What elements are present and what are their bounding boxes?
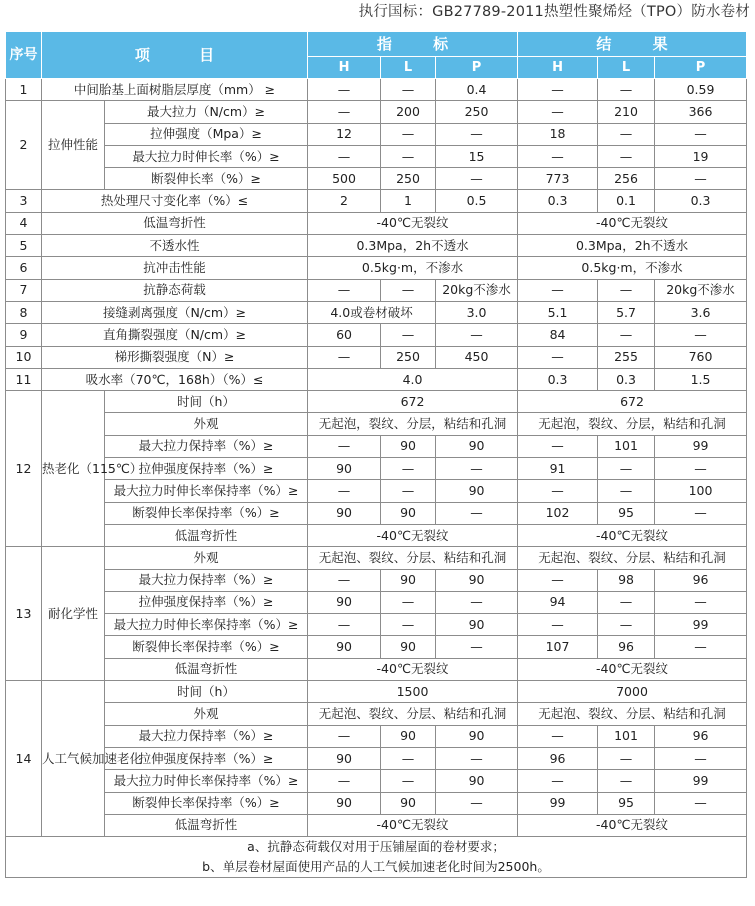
table-row: [6, 145, 747, 167]
spec-p: 90: [436, 725, 518, 747]
spec-h: 90: [308, 502, 381, 524]
result-h: —: [518, 79, 598, 101]
row-item: 最大拉力时伸长率（%）≥: [105, 145, 308, 167]
spec-l: 250: [381, 346, 436, 368]
result-p: 760: [655, 346, 747, 368]
result-l: 5.7: [598, 301, 655, 323]
row-item: 最大拉力时伸长率保持率（%）≥: [105, 480, 308, 502]
spec-h: —: [308, 101, 381, 123]
result-h: —: [518, 279, 598, 301]
row-seq: 7: [6, 279, 42, 301]
col-seq-header: 序号: [6, 32, 42, 79]
spec-p: 90: [436, 569, 518, 591]
row-item: 拉伸强度保持率（%）≥: [105, 458, 308, 480]
result-p: 19: [655, 145, 747, 167]
spec-h: 12: [308, 123, 381, 145]
row-item: 拉伸强度保持率（%）≥: [105, 747, 308, 769]
result-merged: -40℃无裂纹: [518, 212, 747, 234]
table-row: [6, 391, 747, 413]
result-merged: 无起泡、裂纹、分层、粘结和孔洞: [518, 703, 747, 725]
spec-l: —: [381, 279, 436, 301]
spec-p: —: [436, 168, 518, 190]
spec-h: —: [308, 145, 381, 167]
result-p: 366: [655, 101, 747, 123]
row-item: 低温弯折性: [42, 212, 308, 234]
result-p: 1.5: [655, 368, 747, 390]
result-h-header: H: [518, 57, 598, 79]
row-seq: 3: [6, 190, 42, 212]
result-l: —: [598, 79, 655, 101]
result-p: 96: [655, 725, 747, 747]
spec-l: 90: [381, 569, 436, 591]
result-merged: 无起泡，裂纹、分层，粘结和孔洞: [518, 413, 747, 435]
row-item: 断裂伸长率保持率（%）≥: [105, 636, 308, 658]
table-row: [6, 636, 747, 658]
result-l: 95: [598, 792, 655, 814]
table-row: [6, 658, 747, 680]
table-row: [6, 101, 747, 123]
spec-merged: -40℃无裂纹: [308, 814, 518, 836]
row-seq: 10: [6, 346, 42, 368]
result-l: —: [598, 123, 655, 145]
row-item: 拉伸强度保持率（%）≥: [105, 591, 308, 613]
notes-cell: [6, 837, 747, 878]
row-item: 断裂伸长率保持率（%）≥: [105, 502, 308, 524]
result-p: —: [655, 747, 747, 769]
table-row: [6, 547, 747, 569]
result-p: —: [655, 591, 747, 613]
spec-merged: 4.0: [308, 368, 518, 390]
result-l: —: [598, 770, 655, 792]
spec-h: —: [308, 770, 381, 792]
row-item: 热处理尺寸变化率（%）≤: [42, 190, 308, 212]
row-seq: 12: [6, 391, 42, 547]
row-seq: 2: [6, 101, 42, 190]
table-row: [6, 346, 747, 368]
spec-p: 450: [436, 346, 518, 368]
spec-h: —: [308, 279, 381, 301]
spec-h: —: [308, 480, 381, 502]
result-p: —: [655, 123, 747, 145]
spec-p: 90: [436, 480, 518, 502]
result-p: —: [655, 502, 747, 524]
spec-l: 90: [381, 502, 436, 524]
result-p: —: [655, 458, 747, 480]
row-seq: 14: [6, 681, 42, 837]
spec-l: —: [381, 145, 436, 167]
table-row: [6, 569, 747, 591]
result-l: 0.1: [598, 190, 655, 212]
result-h: 107: [518, 636, 598, 658]
row-item: 吸水率（70℃，168h）（%）≤: [42, 368, 308, 390]
result-h: 102: [518, 502, 598, 524]
result-h: 0.3: [518, 368, 598, 390]
row-item: 拉伸强度（Mpa）≥: [105, 123, 308, 145]
row-seq: 4: [6, 212, 42, 234]
table-row: [6, 279, 747, 301]
spec-p: 0.5: [436, 190, 518, 212]
result-l: 255: [598, 346, 655, 368]
spec-p: —: [436, 747, 518, 769]
spec-p: —: [436, 591, 518, 613]
spec-l: 90: [381, 725, 436, 747]
spec-l: 90: [381, 792, 436, 814]
result-h: —: [518, 770, 598, 792]
result-h: —: [518, 435, 598, 457]
table-row: [6, 703, 747, 725]
spec-h: 90: [308, 591, 381, 613]
row-seq: 11: [6, 368, 42, 390]
result-l-header: L: [598, 57, 655, 79]
result-h: —: [518, 101, 598, 123]
row-item: 低温弯折性: [105, 524, 308, 546]
result-l: 256: [598, 168, 655, 190]
row-seq: 8: [6, 301, 42, 323]
result-p: —: [655, 168, 747, 190]
row-group: 拉伸性能: [42, 101, 105, 190]
result-l: —: [598, 591, 655, 613]
row-item: 外观: [105, 413, 308, 435]
result-h: —: [518, 480, 598, 502]
result-merged: 无起泡、裂纹、分层、粘结和孔洞: [518, 547, 747, 569]
spec-merged: 无起泡，裂纹、分层，粘结和孔洞: [308, 413, 518, 435]
table-row: [6, 168, 747, 190]
spec-p-header: P: [436, 57, 518, 79]
result-h: 84: [518, 324, 598, 346]
spec-p: 90: [436, 614, 518, 636]
spec-h: 60: [308, 324, 381, 346]
spec-l-header: L: [381, 57, 436, 79]
row-seq: 6: [6, 257, 42, 279]
result-l: 101: [598, 725, 655, 747]
spec-p: 0.4: [436, 79, 518, 101]
table-row: [6, 435, 747, 457]
spec-h: 2: [308, 190, 381, 212]
spec-h: —: [308, 435, 381, 457]
spec-p: 15: [436, 145, 518, 167]
row-item: 低温弯折性: [105, 814, 308, 836]
row-item: 外观: [105, 703, 308, 725]
row-item: 最大拉力时伸长率保持率（%）≥: [105, 614, 308, 636]
table-row: [6, 814, 747, 836]
spec-l: —: [381, 458, 436, 480]
col-result-header: 结 果: [518, 32, 747, 57]
result-l: —: [598, 145, 655, 167]
row-seq: 13: [6, 547, 42, 681]
table-row: [6, 324, 747, 346]
spec-p: —: [436, 792, 518, 814]
table-row: [6, 212, 747, 234]
result-p: 99: [655, 770, 747, 792]
table-row: [6, 79, 747, 101]
spec-merged: 0.5kg·m，不渗水: [308, 257, 518, 279]
spec-p: —: [436, 324, 518, 346]
table-row: [6, 792, 747, 814]
result-p: 96: [655, 569, 747, 591]
result-h: 91: [518, 458, 598, 480]
row-group: 人工气候加速老化: [42, 681, 105, 837]
spec-merged: -40℃无裂纹: [308, 212, 518, 234]
spec-merged: -40℃无裂纹: [308, 524, 518, 546]
row-seq: 9: [6, 324, 42, 346]
result-h: 0.3: [518, 190, 598, 212]
result-p: 20kg不渗水: [655, 279, 747, 301]
result-p: —: [655, 792, 747, 814]
spec-h: 90: [308, 636, 381, 658]
result-p: —: [655, 324, 747, 346]
col-item-header: 项 目: [42, 32, 308, 79]
spec-merged: 无起泡、裂纹、分层、粘结和孔洞: [308, 547, 518, 569]
spec-l: —: [381, 747, 436, 769]
row-item: 不透水性: [42, 235, 308, 257]
spec-p: 90: [436, 435, 518, 457]
result-merged: -40℃无裂纹: [518, 524, 747, 546]
result-h: —: [518, 614, 598, 636]
result-l: —: [598, 747, 655, 769]
result-l: 96: [598, 636, 655, 658]
spec-p: 90: [436, 770, 518, 792]
spec-l: 1: [381, 190, 436, 212]
result-l: —: [598, 324, 655, 346]
spec-p: —: [436, 123, 518, 145]
spec-p: 250: [436, 101, 518, 123]
result-p: 99: [655, 614, 747, 636]
spec-l: —: [381, 591, 436, 613]
note-b: b、单层卷材屋面使用产品的人工气候加速老化时间为2500h。: [202, 859, 550, 875]
result-p: 0.59: [655, 79, 747, 101]
spec-h: 500: [308, 168, 381, 190]
result-h: —: [518, 346, 598, 368]
spec-l: 200: [381, 101, 436, 123]
row-seq: 1: [6, 79, 42, 101]
row-item: 最大拉力保持率（%）≥: [105, 435, 308, 457]
row-item: 中间胎基上面树脂层厚度（mm） ≥: [42, 79, 308, 101]
result-h: 94: [518, 591, 598, 613]
spec-l: 90: [381, 636, 436, 658]
result-h: 773: [518, 168, 598, 190]
row-item: 低温弯折性: [105, 658, 308, 680]
row-item: 断裂伸长率（%）≥: [105, 168, 308, 190]
spec-p: —: [436, 502, 518, 524]
spec-l: —: [381, 324, 436, 346]
result-p: —: [655, 636, 747, 658]
row-item: 时间（h）: [105, 681, 308, 703]
table-row: [6, 591, 747, 613]
row-group: 热老化（115℃）: [42, 391, 105, 547]
row-item: 最大拉力时伸长率保持率（%）≥: [105, 770, 308, 792]
result-l: —: [598, 480, 655, 502]
spec-merged: 0.3Mpa，2h不透水: [308, 235, 518, 257]
result-merged: -40℃无裂纹: [518, 658, 747, 680]
result-l: 210: [598, 101, 655, 123]
result-l: 95: [598, 502, 655, 524]
table-row: [6, 413, 747, 435]
spec-merged: 1500: [308, 681, 518, 703]
row-seq: 5: [6, 235, 42, 257]
table-row: [6, 257, 747, 279]
table-row: [6, 681, 747, 703]
spec-h: —: [308, 79, 381, 101]
spec-l: 250: [381, 168, 436, 190]
spec-p: —: [436, 458, 518, 480]
result-l: 98: [598, 569, 655, 591]
result-h: —: [518, 145, 598, 167]
result-l: 0.3: [598, 368, 655, 390]
row-item: 最大拉力保持率（%）≥: [105, 569, 308, 591]
result-l: —: [598, 614, 655, 636]
result-h: 18: [518, 123, 598, 145]
spec-h: 90: [308, 747, 381, 769]
header-row: [6, 32, 747, 57]
row-item: 抗静态荷载: [42, 279, 308, 301]
spec-h: —: [308, 725, 381, 747]
row-group: 耐化学性: [42, 547, 105, 681]
row-item: 时间（h）: [105, 391, 308, 413]
col-spec-header: 指 标: [308, 32, 518, 57]
spec-merged: 无起泡、裂纹、分层、粘结和孔洞: [308, 703, 518, 725]
row-item: 最大拉力（N/cm）≥: [105, 101, 308, 123]
spec-h-header: H: [308, 57, 381, 79]
result-p: 99: [655, 435, 747, 457]
spec-merged: -40℃无裂纹: [308, 658, 518, 680]
result-h: —: [518, 725, 598, 747]
spec-l: —: [381, 480, 436, 502]
table-row: [6, 614, 747, 636]
table-row: [6, 190, 747, 212]
result-h: 5.1: [518, 301, 598, 323]
table-row: [6, 770, 747, 792]
table-row: [6, 235, 747, 257]
result-l: —: [598, 458, 655, 480]
standard-title: 执行国标：GB27789-2011热塑性聚烯烃（TPO）防水卷材: [358, 4, 750, 20]
spec-p: 3.0: [436, 301, 518, 323]
table-row: [6, 123, 747, 145]
result-merged: -40℃无裂纹: [518, 814, 747, 836]
row-item: 直角撕裂强度（N/cm）≥: [42, 324, 308, 346]
table-row: [6, 524, 747, 546]
row-item: 抗冲击性能: [42, 257, 308, 279]
result-h: 96: [518, 747, 598, 769]
result-p: 0.3: [655, 190, 747, 212]
row-item: 断裂伸长率保持率（%）≥: [105, 792, 308, 814]
result-l: 101: [598, 435, 655, 457]
result-merged: 0.5kg·m，不渗水: [518, 257, 747, 279]
result-merged: 672: [518, 391, 747, 413]
row-item: 最大拉力保持率（%）≥: [105, 725, 308, 747]
spec-h: —: [308, 614, 381, 636]
row-item: 接缝剥离强度（N/cm）≥: [42, 301, 308, 323]
spec-l: 90: [381, 435, 436, 457]
spec-h: —: [308, 346, 381, 368]
spec-p: 20kg不渗水: [436, 279, 518, 301]
result-p: 3.6: [655, 301, 747, 323]
row-item: 梯形撕裂强度（N）≥: [42, 346, 308, 368]
spec-hl: 4.0或卷材破坏: [308, 301, 436, 323]
result-h: 99: [518, 792, 598, 814]
result-h: —: [518, 569, 598, 591]
spec-table: [5, 31, 747, 878]
result-merged: 7000: [518, 681, 747, 703]
result-p: 100: [655, 480, 747, 502]
result-merged: 0.3Mpa，2h不透水: [518, 235, 747, 257]
spec-l: —: [381, 614, 436, 636]
spec-p: —: [436, 636, 518, 658]
notes-row: [6, 837, 747, 878]
table-row: [6, 502, 747, 524]
spec-l: —: [381, 770, 436, 792]
result-p-header: P: [655, 57, 747, 79]
result-l: —: [598, 279, 655, 301]
spec-l: —: [381, 79, 436, 101]
spec-l: —: [381, 123, 436, 145]
row-item: 外观: [105, 547, 308, 569]
spec-h: 90: [308, 458, 381, 480]
table-row: [6, 368, 747, 390]
table-row: [6, 301, 747, 323]
spec-merged: 672: [308, 391, 518, 413]
spec-h: 90: [308, 792, 381, 814]
spec-h: —: [308, 569, 381, 591]
table-row: [6, 480, 747, 502]
table-row: [6, 725, 747, 747]
note-a: a、抗静态荷载仅对用于压铺屋面的卷材要求；: [247, 839, 505, 855]
